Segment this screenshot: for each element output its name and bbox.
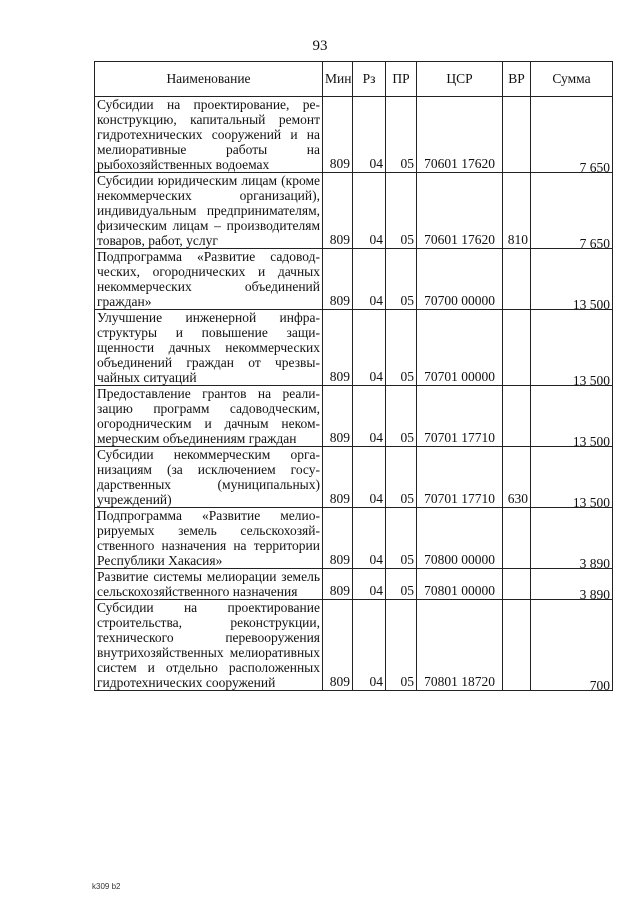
- cell-vr: [503, 249, 531, 310]
- cell-vr: 630: [503, 447, 531, 508]
- table-row: [95, 97, 613, 173]
- sum-value: 3 890: [579, 587, 610, 602]
- cell-csr: 70800 00000: [417, 508, 503, 569]
- table-row: [95, 508, 613, 569]
- cell-min: 809: [323, 97, 353, 173]
- sum-value: 13 500: [572, 495, 610, 510]
- cell-vr: [503, 600, 531, 691]
- cell-min: 809: [323, 249, 353, 310]
- table-row: [95, 249, 613, 310]
- cell-csr: 70700 00000: [417, 249, 503, 310]
- cell-rz: 04: [353, 600, 386, 691]
- cell-rz: 04: [353, 447, 386, 508]
- cell-sum: [531, 569, 613, 600]
- table-row: [95, 569, 613, 600]
- header-sum: Сумма: [531, 62, 613, 97]
- cell-pr: 05: [386, 386, 417, 447]
- cell-csr: 70701 17710: [417, 447, 503, 508]
- budget-table: [94, 61, 613, 691]
- cell-sum: [531, 173, 613, 249]
- cell-rz: 04: [353, 249, 386, 310]
- cell-csr: 70701 17710: [417, 386, 503, 447]
- cell-rz: 04: [353, 508, 386, 569]
- cell-rz: 04: [353, 310, 386, 386]
- cell-name: Развитие системы мелиорации земель сельскохозяйственного назначения: [95, 569, 323, 600]
- table-row: [95, 386, 613, 447]
- cell-name: Субсидии на проектирование строительства, реконструкции, технического перевооружения внутрихозяйственных мелиоративных систем и отдельно расположенных гидротехнических сооружений: [95, 600, 323, 691]
- page-number: 93: [312, 38, 328, 54]
- cell-pr: 05: [386, 447, 417, 508]
- cell-csr: 70601 17620: [417, 173, 503, 249]
- cell-pr: 05: [386, 569, 417, 600]
- cell-rz: 04: [353, 569, 386, 600]
- sum-value: 3 890: [579, 556, 610, 571]
- cell-sum: [531, 97, 613, 173]
- header-csr: ЦСР: [417, 62, 503, 97]
- cell-sum: [531, 310, 613, 386]
- cell-name: Улучшение инженерной инфраструктуры и повышение защищенности дачных некоммерческих объединений граждан от чрезвычайных ситуаций: [95, 310, 323, 386]
- table-row: [95, 173, 613, 249]
- table-header-row: [95, 62, 613, 97]
- sum-value: 700: [589, 678, 610, 693]
- cell-name: Предоставление грантов на реализацию программ садоводческим, огородническим и дачным некоммерческим объединениям граждан: [95, 386, 323, 447]
- table-row: [95, 600, 613, 691]
- cell-pr: 05: [386, 600, 417, 691]
- header-rz: Рз: [353, 62, 386, 97]
- cell-sum: [531, 249, 613, 310]
- cell-min: 809: [323, 447, 353, 508]
- header-name: Наименование: [95, 62, 323, 97]
- sum-value: 13 500: [572, 297, 610, 312]
- footer-code: k309 b2: [92, 882, 121, 891]
- cell-vr: 810: [503, 173, 531, 249]
- cell-sum: [531, 600, 613, 691]
- sum-value: 7 650: [579, 160, 610, 175]
- cell-csr: 70801 18720: [417, 600, 503, 691]
- cell-vr: [503, 386, 531, 447]
- cell-csr: 70701 00000: [417, 310, 503, 386]
- cell-min: 809: [323, 600, 353, 691]
- sum-value: 13 500: [572, 373, 610, 388]
- header-vr: ВР: [503, 62, 531, 97]
- cell-name: Подпрограмма «Развитие садоводческих, огороднических и дачных некоммерческих объединений граждан»: [95, 249, 323, 310]
- cell-min: 809: [323, 386, 353, 447]
- header-min: Мин: [323, 62, 353, 97]
- cell-name: Подпрограмма «Развитие мелиорируемых земель сельскохозяйственного назначения на территории Республики Хакасия»: [95, 508, 323, 569]
- cell-pr: 05: [386, 97, 417, 173]
- cell-csr: 70601 17620: [417, 97, 503, 173]
- cell-sum: [531, 386, 613, 447]
- cell-sum: [531, 447, 613, 508]
- cell-name: Субсидии юридическим лицам (кроме некоммерческих организаций), индивидуальным предпринимателям, физическим лицам – производителям товаров, работ, услуг: [95, 173, 323, 249]
- cell-sum: [531, 508, 613, 569]
- cell-name: Субсидии некоммерческим организациям (за исключением государственных (муниципальных) учреждений): [95, 447, 323, 508]
- sum-value: 13 500: [572, 434, 610, 449]
- cell-min: 809: [323, 569, 353, 600]
- cell-rz: 04: [353, 386, 386, 447]
- cell-pr: 05: [386, 310, 417, 386]
- cell-vr: [503, 569, 531, 600]
- header-pr: ПР: [386, 62, 417, 97]
- table-row: [95, 447, 613, 508]
- cell-min: 809: [323, 310, 353, 386]
- cell-min: 809: [323, 173, 353, 249]
- cell-name: Субсидии на проектирование, реконструкцию, капитальный ремонт гидротехнических сооружений и на мелиоративные работы на рыбохозяйственных водоемах: [95, 97, 323, 173]
- cell-rz: 04: [353, 173, 386, 249]
- sum-value: 7 650: [579, 236, 610, 251]
- cell-pr: 05: [386, 249, 417, 310]
- cell-vr: [503, 310, 531, 386]
- cell-csr: 70801 00000: [417, 569, 503, 600]
- cell-rz: 04: [353, 97, 386, 173]
- cell-pr: 05: [386, 173, 417, 249]
- cell-vr: [503, 97, 531, 173]
- cell-pr: 05: [386, 508, 417, 569]
- cell-vr: [503, 508, 531, 569]
- table-row: [95, 310, 613, 386]
- cell-min: 809: [323, 508, 353, 569]
